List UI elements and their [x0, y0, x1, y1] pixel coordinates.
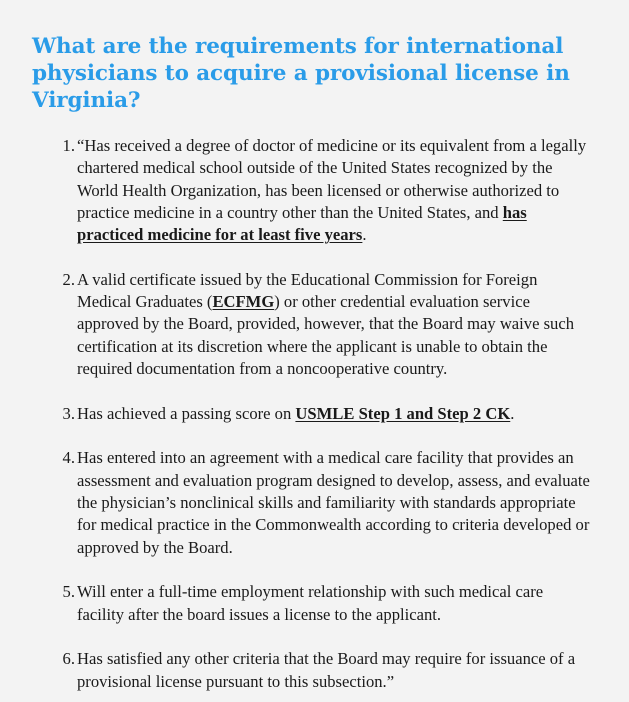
five-years-practice-link[interactable]: has practiced medicine for at least five years [77, 202, 527, 245]
list-item [32, 581, 593, 626]
list-item-text: Has entered into an agreement with a medical care facility that provides an assessment and evaluation program designed to develop, assess, and evaluate the physician’s nonclinical skills and familiarity with standards appropriate for medical practice in the Commonwealth according to criteria developed or approved by the Board. [77, 448, 590, 557]
list-item-number: 5 . [32, 581, 75, 626]
list-item [32, 269, 593, 380]
list-item-number: 4 . [32, 447, 75, 558]
list-item [32, 447, 593, 558]
list-item [32, 403, 593, 425]
list-item-text: Has satisfied any other criteria that the Board may require for issuance of a provisional license pursuant to this subsection.” [77, 649, 576, 691]
text-segment: ) or other credential evaluation service approved by the Board, provided, however, that the Board may waive such certification at its discretion where the applicant is unable to obtain the required documentation from a noncooperative country. [77, 292, 575, 379]
list-item-text: Will enter a full-time employment relationship with such medical care facility after the board issues a license to the applicant. [77, 582, 544, 624]
list-item-number: 3 . [32, 403, 75, 425]
usmle-link[interactable]: USMLE Step 1 and Step 2 CK [295, 403, 511, 423]
text-segment: Has achieved a passing score on [77, 403, 296, 423]
list-item-text [75, 135, 593, 246]
list-item-number: 6 . [32, 648, 75, 693]
list-item-number: 2 . [32, 269, 75, 380]
text-segment: . [362, 225, 367, 245]
ecfmg-link[interactable]: ECFMG [212, 292, 275, 312]
text-segment: A valid certificate issued by the Educational Commission for Foreign Medical Graduates ( [77, 269, 538, 312]
list-item-number: 1 . [32, 135, 75, 246]
list-item-text [75, 403, 593, 425]
page-title: What are the requirements for international physicians to acquire a provisional license in Virginia? [32, 34, 570, 113]
text-segment: . [510, 403, 515, 423]
requirements-list [32, 135, 593, 693]
list-item-text [75, 269, 593, 380]
text-segment: “Has received a degree of doctor of medicine or its equivalent from a legally chartered medical school outside of the United States recognized by the World Health Organization, has been licensed or otherwise authorized to practice medicine in a country other than the United States, and [77, 136, 587, 222]
list-item [32, 648, 593, 693]
list-item [32, 135, 593, 246]
